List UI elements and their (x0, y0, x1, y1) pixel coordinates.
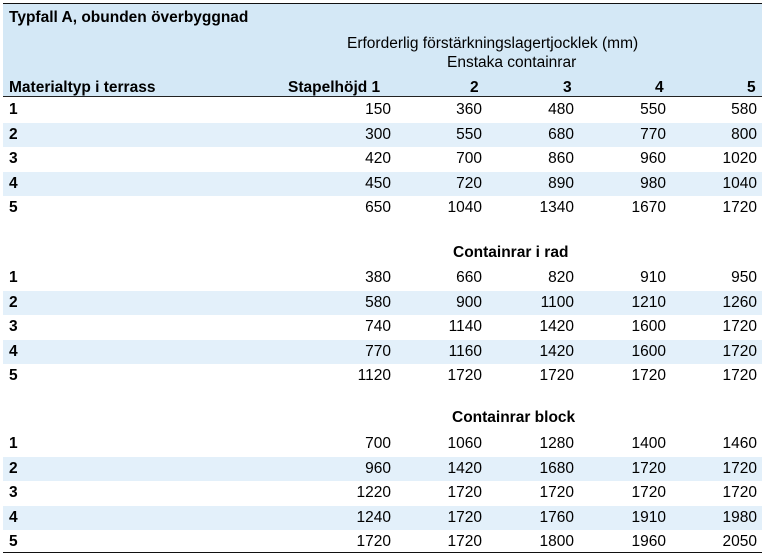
value-cell: 1210 (631, 293, 666, 311)
value-cell: 1600 (631, 318, 666, 335)
value-cell: 1680 (539, 459, 574, 477)
value-cell: 1100 (540, 293, 574, 311)
value-cell: 680 (548, 125, 574, 143)
value-cell: 1720 (722, 318, 757, 335)
material-type-cell: 4 (9, 508, 18, 526)
material-type-cell: 1 (9, 435, 18, 452)
value-cell: 910 (640, 269, 666, 286)
material-type-cell: 3 (9, 150, 18, 167)
material-type-cell: 2 (9, 125, 18, 143)
value-cell: 980 (640, 174, 666, 192)
value-cell: 820 (548, 269, 574, 286)
column-header-material: Materialtyp i terrass (9, 79, 156, 96)
table-row (3, 266, 762, 291)
value-cell: 360 (456, 101, 482, 118)
value-cell: 1240 (356, 508, 391, 526)
table-row (3, 172, 762, 197)
value-cell: 1720 (722, 367, 757, 384)
table-row (3, 98, 762, 123)
value-cell: 1720 (447, 508, 482, 526)
value-cell: 700 (365, 435, 391, 452)
column-header-stack-5: 5 (747, 79, 756, 96)
value-cell: 860 (548, 150, 574, 167)
material-type-cell: 2 (9, 459, 18, 477)
value-cell: 1760 (539, 508, 574, 526)
material-type-cell: 1 (9, 101, 18, 118)
value-cell: 1720 (356, 533, 391, 550)
value-cell: 1140 (448, 318, 482, 335)
value-cell: 1720 (631, 484, 666, 501)
value-cell: 1720 (447, 484, 482, 501)
value-cell: 550 (456, 125, 482, 143)
value-cell: 700 (456, 150, 482, 167)
material-type-cell: 2 (9, 293, 18, 311)
table-title: Typfall A, obunden överbyggnad (9, 9, 249, 26)
table-row (3, 291, 762, 316)
table-row (3, 123, 762, 148)
data-table (3, 3, 762, 553)
value-cell: 1720 (539, 367, 574, 384)
column-header-stack-3: 3 (563, 79, 572, 96)
value-cell: 1160 (448, 342, 482, 360)
value-cell: 1260 (722, 293, 757, 311)
value-cell: 1400 (631, 435, 666, 452)
material-type-cell: 1 (9, 269, 18, 286)
value-cell: 1060 (447, 435, 482, 452)
value-cell: 300 (365, 125, 391, 143)
value-cell: 1720 (722, 199, 757, 216)
column-header-stack-1: Stapelhöjd 1 (288, 79, 381, 96)
table-row (3, 432, 762, 457)
value-cell: 1720 (631, 367, 666, 384)
value-cell: 720 (456, 174, 482, 192)
value-cell: 1720 (722, 484, 757, 501)
material-type-cell: 3 (9, 318, 18, 335)
value-cell: 770 (365, 342, 391, 360)
table-row (3, 196, 762, 221)
value-cell: 960 (640, 150, 666, 167)
material-type-cell: 5 (9, 533, 18, 550)
table-header (3, 4, 762, 97)
material-type-cell: 4 (9, 174, 18, 192)
value-cell: 2050 (722, 533, 757, 550)
value-cell: 950 (731, 269, 757, 286)
table-row (3, 457, 762, 482)
value-cell: 960 (365, 459, 391, 477)
material-type-cell: 4 (9, 342, 18, 360)
value-cell: 1910 (631, 508, 666, 526)
value-cell: 1720 (631, 459, 666, 477)
value-cell: 900 (456, 293, 482, 311)
value-cell: 1720 (722, 342, 757, 360)
value-cell: 580 (731, 101, 757, 118)
value-cell: 1420 (539, 318, 574, 335)
value-cell: 1980 (722, 508, 757, 526)
material-type-cell: 5 (9, 199, 18, 216)
value-cell: 1460 (722, 435, 757, 452)
value-cell: 150 (365, 101, 391, 118)
table-row (3, 530, 762, 555)
value-cell: 1720 (447, 533, 482, 550)
column-header-stack-2: 2 (470, 79, 479, 96)
value-cell: 580 (365, 293, 391, 311)
value-cell: 1020 (722, 150, 757, 167)
table-row (3, 315, 762, 340)
value-cell: 890 (548, 174, 574, 192)
value-cell: 450 (365, 174, 391, 192)
value-cell: 800 (731, 125, 757, 143)
value-cell: 380 (365, 269, 391, 286)
table-row (3, 481, 762, 506)
value-cell: 480 (548, 101, 574, 118)
section-heading-enstaka: Enstaka containrar (447, 54, 577, 71)
value-cell: 660 (456, 269, 482, 286)
table-row (3, 364, 762, 389)
material-type-cell: 5 (9, 367, 18, 384)
value-cell: 1720 (722, 459, 757, 477)
value-cell: 1040 (722, 174, 757, 192)
value-cell: 1600 (631, 342, 666, 360)
value-cell: 770 (640, 125, 666, 143)
table-row (3, 506, 762, 531)
value-cell: 1280 (539, 435, 574, 452)
table-row (3, 147, 762, 172)
value-cell: 1340 (539, 199, 574, 216)
value-cell: 1800 (539, 533, 574, 550)
table-row (3, 340, 762, 365)
value-cell: 1220 (356, 484, 391, 501)
value-cell: 420 (365, 150, 391, 167)
value-cell: 1420 (539, 342, 574, 360)
value-cell: 1040 (447, 199, 482, 216)
value-cell: 1720 (539, 484, 574, 501)
table-subtitle: Erforderlig förstärkningslagertjocklek (mm) (347, 35, 639, 52)
section-heading-rad: Containrar i rad (453, 244, 569, 261)
material-type-cell: 3 (9, 484, 18, 501)
value-cell: 740 (365, 318, 391, 335)
value-cell: 1670 (631, 199, 666, 216)
value-cell: 1720 (447, 367, 482, 384)
value-cell: 650 (365, 199, 391, 216)
column-header-stack-4: 4 (655, 79, 664, 96)
value-cell: 550 (640, 101, 666, 118)
value-cell: 1120 (357, 367, 391, 384)
section-heading-block: Containrar block (452, 409, 576, 426)
value-cell: 1420 (447, 459, 482, 477)
value-cell: 1960 (631, 533, 666, 550)
